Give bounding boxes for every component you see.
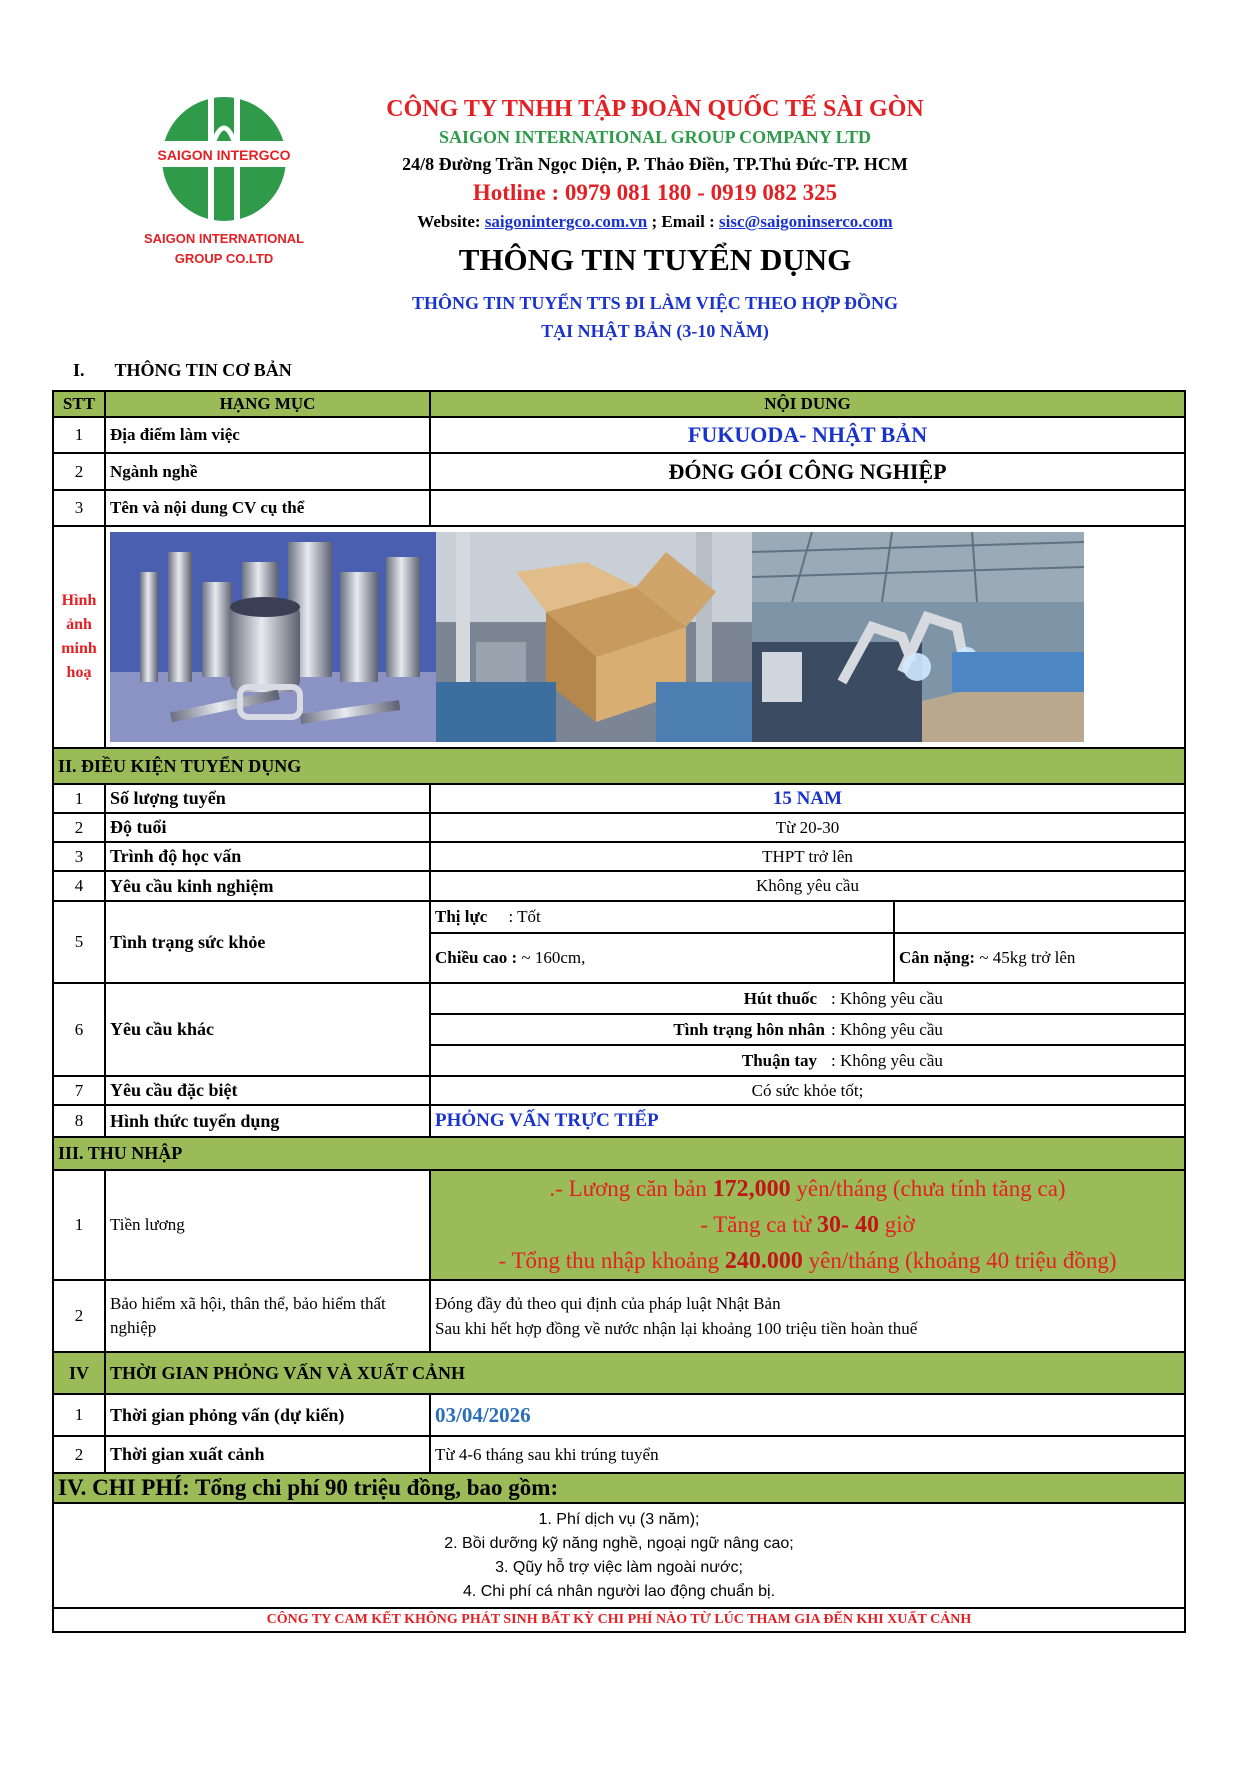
subtitle-line2: TẠI NHẬT BẢN (3-10 NĂM) [541, 321, 769, 341]
industry: ĐÓNG GÓI CÔNG NGHIỆP [430, 453, 1185, 490]
total-income: 240.000 [724, 1248, 803, 1274]
recruitment-method: PHỎNG VẤN TRỰC TIẾP [430, 1105, 1185, 1137]
salary-l3a: - Tổng thu nhập khoảng [498, 1248, 725, 1273]
images-label-3: minh [61, 640, 97, 657]
section2-title: II. ĐIỀU KIỆN TUYỂN DỤNG [53, 748, 1185, 784]
vision-value: : Tốt [508, 907, 541, 926]
logo-line2: GROUP CO.LTD [174, 251, 274, 266]
row-stt: 6 [53, 983, 105, 1076]
salary-details [430, 1170, 1185, 1280]
website-link[interactable]: saigonintergco.com.vn [484, 212, 648, 231]
costs-list [53, 1503, 1185, 1608]
table-row [53, 1105, 1185, 1137]
recruitment-table [52, 390, 1186, 1633]
col-stt: STT [53, 391, 105, 417]
row-label: Yêu cầu đặc biệt [105, 1076, 430, 1105]
salary-l1a: .- Lương căn bản [549, 1176, 713, 1201]
col-item: HẠNG MỤC [105, 391, 430, 417]
salary-line2 [435, 1207, 1180, 1243]
table-row [53, 983, 1185, 1076]
separator: ; [651, 212, 658, 231]
marital-value: : Không yêu cầu [831, 1014, 1184, 1045]
weight-value: ~ 45kg trở lên [975, 948, 1076, 967]
handedness-label: Thuận tay [741, 1050, 817, 1070]
weight [894, 933, 1184, 982]
job-detail [430, 490, 1185, 526]
other-requirements [430, 983, 1185, 1076]
height [431, 933, 894, 982]
cost-item: 4. Chi phí cá nhân người lao động chuẩn bị. [462, 1582, 776, 1600]
table-header-row [53, 391, 1185, 417]
row-stt: 3 [53, 842, 105, 871]
section4-title: THỜI GIAN PHỎNG VẤN VÀ XUẤT CẢNH [105, 1352, 1185, 1394]
age-range: Từ 20-30 [430, 813, 1185, 842]
section3-header [53, 1137, 1185, 1170]
salary-l2b: giờ [878, 1212, 915, 1237]
table-row [53, 490, 1185, 526]
row-stt: 5 [53, 901, 105, 983]
company-logo [128, 95, 320, 275]
row-stt: 2 [53, 453, 105, 490]
vision-label: Thị lực [435, 907, 488, 926]
smoking-value: : Không yêu cầu [831, 984, 1184, 1014]
row-stt: 3 [53, 490, 105, 526]
row-stt: 1 [53, 784, 105, 813]
row-label: Địa điểm làm việc [105, 417, 430, 453]
row-label: Trình độ học vấn [105, 842, 430, 871]
row-stt: 1 [53, 1394, 105, 1436]
quantity: 15 NAM [430, 784, 1185, 813]
departure-time: Từ 4-6 tháng sau khi trúng tuyển [430, 1436, 1185, 1473]
commitment-text: CÔNG TY CAM KẾT KHÔNG PHÁT SINH BẤT KỲ CHI PHÍ NÀO TỪ LÚC THAM GIA ĐẾN KHI XUẤT CẢNH [53, 1608, 1185, 1632]
salary-l1b: yên/tháng (chưa tính tăng ca) [790, 1176, 1066, 1201]
col-content: NỘI DUNG [430, 391, 1185, 417]
row-stt: 2 [53, 1280, 105, 1352]
handedness-value: : Không yêu cầu [831, 1050, 943, 1070]
email-link[interactable]: sisc@saigoninserco.com [719, 212, 893, 231]
images-label-4: hoạ [66, 664, 92, 681]
salary-line1 [435, 1171, 1180, 1207]
website-label: Website: [417, 212, 481, 231]
height-label: Chiều cao : [435, 948, 518, 967]
costs-header [53, 1473, 1185, 1503]
table-row [53, 1436, 1185, 1473]
row-stt: 7 [53, 1076, 105, 1105]
row-stt: 1 [53, 1170, 105, 1280]
salary-l2a: - Tăng ca từ [700, 1212, 817, 1237]
section1-roman: I. [73, 360, 85, 380]
table-row [53, 784, 1185, 813]
row-label: Tình trạng sức khỏe [105, 901, 430, 983]
metal-pipes-photo [110, 532, 436, 742]
row-label: Hình thức tuyển dụng [105, 1105, 430, 1137]
work-location: FUKUODA- NHẬT BẢN [430, 417, 1185, 453]
row-label: Yêu cầu khác [105, 983, 430, 1076]
table-row [53, 842, 1185, 871]
section1-heading [73, 360, 292, 381]
experience: Không yêu cầu [430, 871, 1185, 901]
images-cell [105, 526, 1185, 748]
welding-robot-factory-photo [752, 532, 1084, 742]
weight-label: Cân nặng: [899, 948, 976, 967]
row-stt: 8 [53, 1105, 105, 1137]
marital-label: Tình trạng hôn nhân [431, 1014, 831, 1045]
row-label: Tên và nội dung CV cụ thể [105, 490, 430, 526]
cardboard-box-packaging-photo [436, 532, 752, 742]
height-value: ~ 160cm, [517, 948, 586, 967]
contact-line [330, 212, 980, 232]
basic-salary: 172,000 [712, 1176, 791, 1202]
email-label: Email : [661, 212, 715, 231]
hotline: Hotline : 0979 081 180 - 0919 082 325 [472, 180, 838, 205]
salary-l3b: yên/tháng (khoảng 40 triệu đồng) [802, 1248, 1117, 1273]
section2-header [53, 748, 1185, 784]
table-row [53, 813, 1185, 842]
costs-title: IV. CHI PHÍ: Tổng chi phí 90 triệu đồng, bao gồm: [53, 1473, 1185, 1503]
row-label: Thời gian xuất cảnh [105, 1436, 430, 1473]
page-title: THÔNG TIN TUYỂN DỤNG [458, 242, 852, 277]
insurance-details [430, 1280, 1185, 1352]
commitment-row [53, 1608, 1185, 1632]
logo-brand-text: SAIGON INTERGCO [157, 147, 291, 163]
health-cell [430, 901, 1185, 983]
row-label: Ngành nghề [105, 453, 430, 490]
row-label: Bảo hiểm xã hội, thân thể, bảo hiểm thất nghiệp [105, 1280, 430, 1352]
salary-line3 [435, 1243, 1180, 1279]
table-row [53, 901, 1185, 983]
insurance-line1: Đóng đầy đủ theo qui định của pháp luật Nhật Bản [435, 1294, 781, 1313]
overtime-hours: 30- 40 [816, 1212, 879, 1238]
table-row [53, 1170, 1185, 1280]
row-label: Số lượng tuyển [105, 784, 430, 813]
cost-item: 1. Phí dịch vụ (3 năm); [538, 1510, 700, 1528]
row-stt: 4 [53, 871, 105, 901]
costs-row [53, 1503, 1185, 1608]
images-row [53, 526, 1185, 748]
table-row [53, 1280, 1185, 1352]
table-row [53, 1394, 1185, 1436]
company-name-vn: CÔNG TY TNHH TẬP ĐOÀN QUỐC TẾ SÀI GÒN [386, 96, 924, 122]
education: THPT trở lên [430, 842, 1185, 871]
vision [431, 902, 894, 933]
company-name-en: SAIGON INTERNATIONAL GROUP COMPANY LTD [438, 127, 872, 147]
section1-title: THÔNG TIN CƠ BẢN [114, 360, 292, 380]
subtitle-line1: THÔNG TIN TUYỂN TTS ĐI LÀM VIỆC THEO HỢP ĐỒNG [412, 293, 898, 313]
row-stt: 2 [53, 1436, 105, 1473]
section3-title: III. THU NHẬP [53, 1137, 1185, 1170]
section4-header [53, 1352, 1185, 1394]
row-stt: 2 [53, 813, 105, 842]
images-label [53, 526, 105, 748]
cost-item: 2. Bồi dưỡng kỹ năng nghề, ngoại ngữ nâng cao; [444, 1534, 794, 1552]
table-row [53, 1076, 1185, 1105]
company-address: 24/8 Đường Trần Ngọc Diện, P. Thảo Điền, TP.Thủ Đức-TP. HCM [402, 154, 908, 174]
images-label-2: ảnh [66, 616, 92, 633]
special-requirement: Có sức khỏe tốt; [430, 1076, 1185, 1105]
insurance-line2: Sau khi hết hợp đồng về nước nhận lại khoảng 100 triệu tiền hoàn thuế [435, 1319, 918, 1338]
table-row [53, 417, 1185, 453]
row-label: Độ tuổi [105, 813, 430, 842]
table-row [53, 453, 1185, 490]
row-label: Tiền lương [105, 1170, 430, 1280]
row-label: Thời gian phỏng vấn (dự kiến) [105, 1394, 430, 1436]
table-row [53, 871, 1185, 901]
images-label-1: Hình [61, 592, 97, 609]
row-label: Yêu cầu kinh nghiệm [105, 871, 430, 901]
cost-item: 3. Qũy hỗ trợ việc làm ngoài nước; [495, 1558, 743, 1576]
row-stt: 1 [53, 417, 105, 453]
logo-line1: SAIGON INTERNATIONAL [143, 231, 305, 246]
smoking-label: Hút thuốc [431, 984, 831, 1014]
interview-date: 03/04/2026 [430, 1394, 1185, 1436]
section4-roman: IV [53, 1352, 105, 1394]
